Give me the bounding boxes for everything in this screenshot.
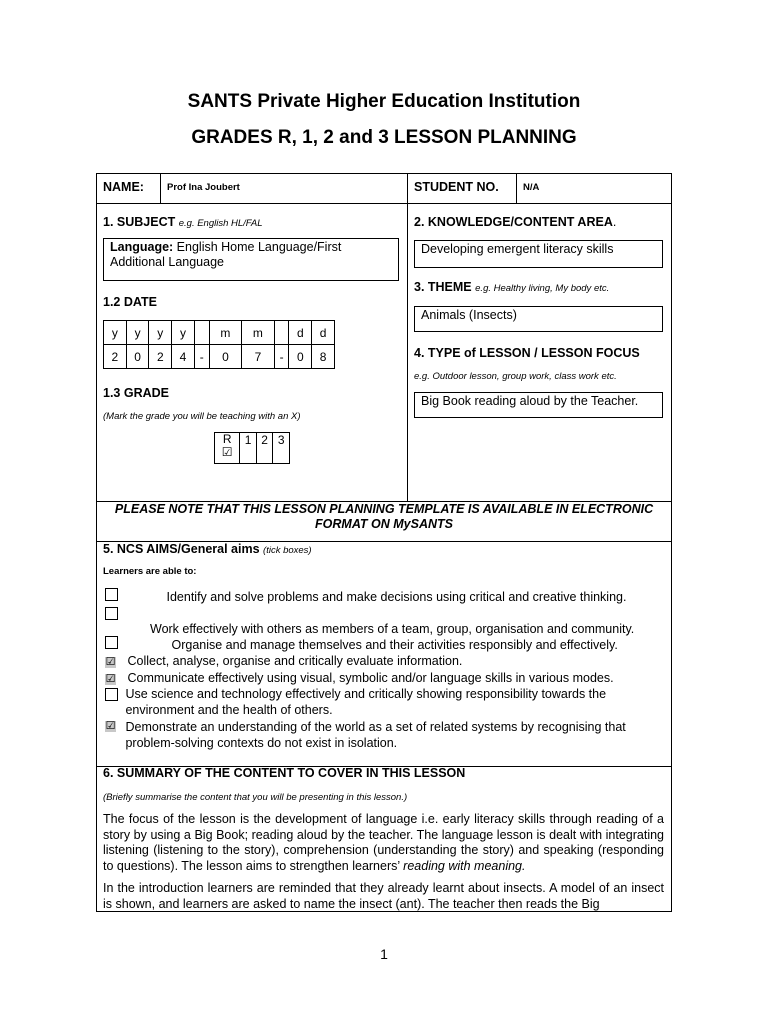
subject-hint: e.g. English HL/FAL (178, 218, 263, 229)
theme-label: 3. THEME (414, 280, 472, 294)
summary-p1-italic: reading with meaning. (403, 858, 526, 873)
institution-title: SANTS Private Higher Education Institution (187, 91, 581, 112)
date-value-cell[interactable]: 2 (149, 345, 172, 369)
aim-item (105, 588, 665, 605)
name-label: NAME: (103, 180, 144, 194)
student-no-label: STUDENT NO. (414, 180, 499, 194)
grade-hint: (Mark the grade you will be teaching with an X) (103, 411, 301, 422)
date-value-cell[interactable]: 4 (172, 345, 195, 369)
grade-cell-label: R (222, 432, 232, 446)
checkbox-icon[interactable] (105, 636, 118, 649)
grade-label: 1.3 GRADE (103, 386, 169, 400)
date-header-cell: m (242, 321, 275, 345)
date-value-cell[interactable]: 0 (209, 345, 242, 369)
grade-cell-2[interactable]: 2 (256, 433, 273, 464)
date-grid (103, 320, 335, 369)
aim-text: Identify and solve problems and make decisions using critical and creative thinking. (166, 590, 627, 604)
notice-banner: PLEASE NOTE THAT THIS LESSON PLANNING TEMPLATE IS AVAILABLE IN ELECTRONIC FORMAT ON MySANTS (114, 502, 654, 531)
summary-paragraph-2: In the introduction learners are reminded that they already learnt about insects. A model of an insect is shown, and learners are asked to name the insect (ant). The teacher then reads the Big (103, 881, 664, 911)
knowledge-label: 2. KNOWLEDGE/CONTENT AREA (414, 215, 613, 229)
name-value[interactable]: Prof Ina Joubert (167, 182, 240, 193)
knowledge-field[interactable]: Developing emergent literacy skills (414, 240, 663, 268)
lesson-type-field[interactable]: Big Book reading aloud by the Teacher. (414, 392, 663, 418)
date-value-cell[interactable]: 2 (104, 345, 127, 369)
grade-grid (214, 432, 290, 464)
date-value-cell[interactable]: - (274, 345, 289, 369)
knowledge-suffix: . (612, 215, 617, 229)
aim-text (105, 621, 655, 637)
checkbox-icon[interactable] (105, 688, 118, 701)
aim-item (105, 686, 665, 718)
checkbox-checked-icon[interactable]: ☑ (105, 720, 116, 732)
date-value-cell[interactable]: - (194, 345, 209, 369)
summary-hint: (Briefly summarise the content that you will be presenting in this lesson.) (103, 792, 408, 803)
aim-text: Use science and technology effectively and critically showing responsibility towards the environment and the health of others. (125, 687, 607, 717)
aims-heading (103, 542, 312, 556)
aim-text-content: Work effectively with others as members of a team, group, organisation and community. (150, 622, 635, 636)
aim-item (105, 636, 665, 653)
subject-label: 1. SUBJECT (103, 215, 176, 229)
student-no-value[interactable]: N/A (523, 182, 540, 193)
subject-value-text: English Home Language/First Additional Language (110, 240, 342, 269)
aim-item (105, 719, 665, 751)
theme-field[interactable]: Animals (Insects) (414, 306, 663, 332)
page-title: GRADES R, 1, 2 and 3 LESSON PLANNING (191, 127, 577, 148)
theme-heading (414, 280, 609, 294)
date-header-cell: y (126, 321, 149, 345)
aim-item (105, 605, 665, 637)
aim-text: Communicate effectively using visual, symbolic and/or language skills in various modes. (127, 671, 614, 685)
aims-label: 5. NCS AIMS/General aims (103, 542, 260, 556)
date-value-cell[interactable]: 0 (126, 345, 149, 369)
aim-text: Collect, analyse, organise and critically evaluate information. (127, 654, 463, 668)
date-header-cell: y (172, 321, 195, 345)
subject-field[interactable] (103, 238, 399, 281)
checkbox-checked-icon[interactable]: ☑ (105, 656, 116, 668)
summary-p1-text: The focus of the lesson is the development of language i.e. early literacy skills through reading of a story by using a Big Book; reading aloud by the teacher. The language lesson is dealt with integrating listening (listening to the story), comprehension (understanding the story) and speaking (responding to questions). The lesson aims to strengthen learners’ (103, 812, 664, 873)
date-header-cell: d (312, 321, 335, 345)
date-header-cell: y (104, 321, 127, 345)
aims-hint: (tick boxes) (263, 545, 312, 556)
date-header-cell: y (149, 321, 172, 345)
grade-cell-r[interactable] (215, 433, 240, 464)
date-value-cell[interactable]: 0 (289, 345, 312, 369)
checkbox-icon[interactable] (105, 607, 118, 620)
summary-label: 6. SUMMARY OF THE CONTENT TO COVER IN THIS LESSON (103, 766, 466, 780)
aim-item (105, 670, 665, 686)
subject-value-bold: Language: (110, 240, 174, 254)
date-header-cell (274, 321, 289, 345)
date-label: 1.2 DATE (103, 295, 157, 309)
aim-text: Organise and manage themselves and their activities responsibly and effectively. (171, 638, 618, 652)
date-header-cell: d (289, 321, 312, 345)
aims-subheading: Learners are able to: (103, 566, 197, 577)
date-value-cell[interactable]: 8 (312, 345, 335, 369)
checkbox-checked-icon[interactable]: ☑ (105, 673, 116, 685)
lesson-type-label: 4. TYPE of LESSON / LESSON FOCUS (414, 346, 640, 360)
summary-paragraph-1 (103, 812, 664, 874)
date-header-cell: m (209, 321, 242, 345)
aim-text: Demonstrate an understanding of the world as a set of related systems by recognising that problem-solving contexts do not exist in isolation. (125, 720, 626, 750)
lesson-type-hint: e.g. Outdoor lesson, group work, class work etc. (414, 371, 617, 382)
grade-cell-1[interactable]: 1 (240, 433, 257, 464)
page-number: 1 (380, 946, 388, 962)
aim-item (105, 653, 665, 669)
date-header-cell (194, 321, 209, 345)
date-value-cell[interactable]: 7 (242, 345, 275, 369)
checkbox-icon[interactable] (105, 588, 118, 601)
grade-cell-3[interactable]: 3 (273, 433, 290, 464)
theme-hint: e.g. Healthy living, My body etc. (475, 283, 610, 294)
checkbox-checked-icon: ☑ (221, 445, 233, 459)
subject-heading (103, 215, 263, 229)
knowledge-heading (414, 215, 616, 229)
